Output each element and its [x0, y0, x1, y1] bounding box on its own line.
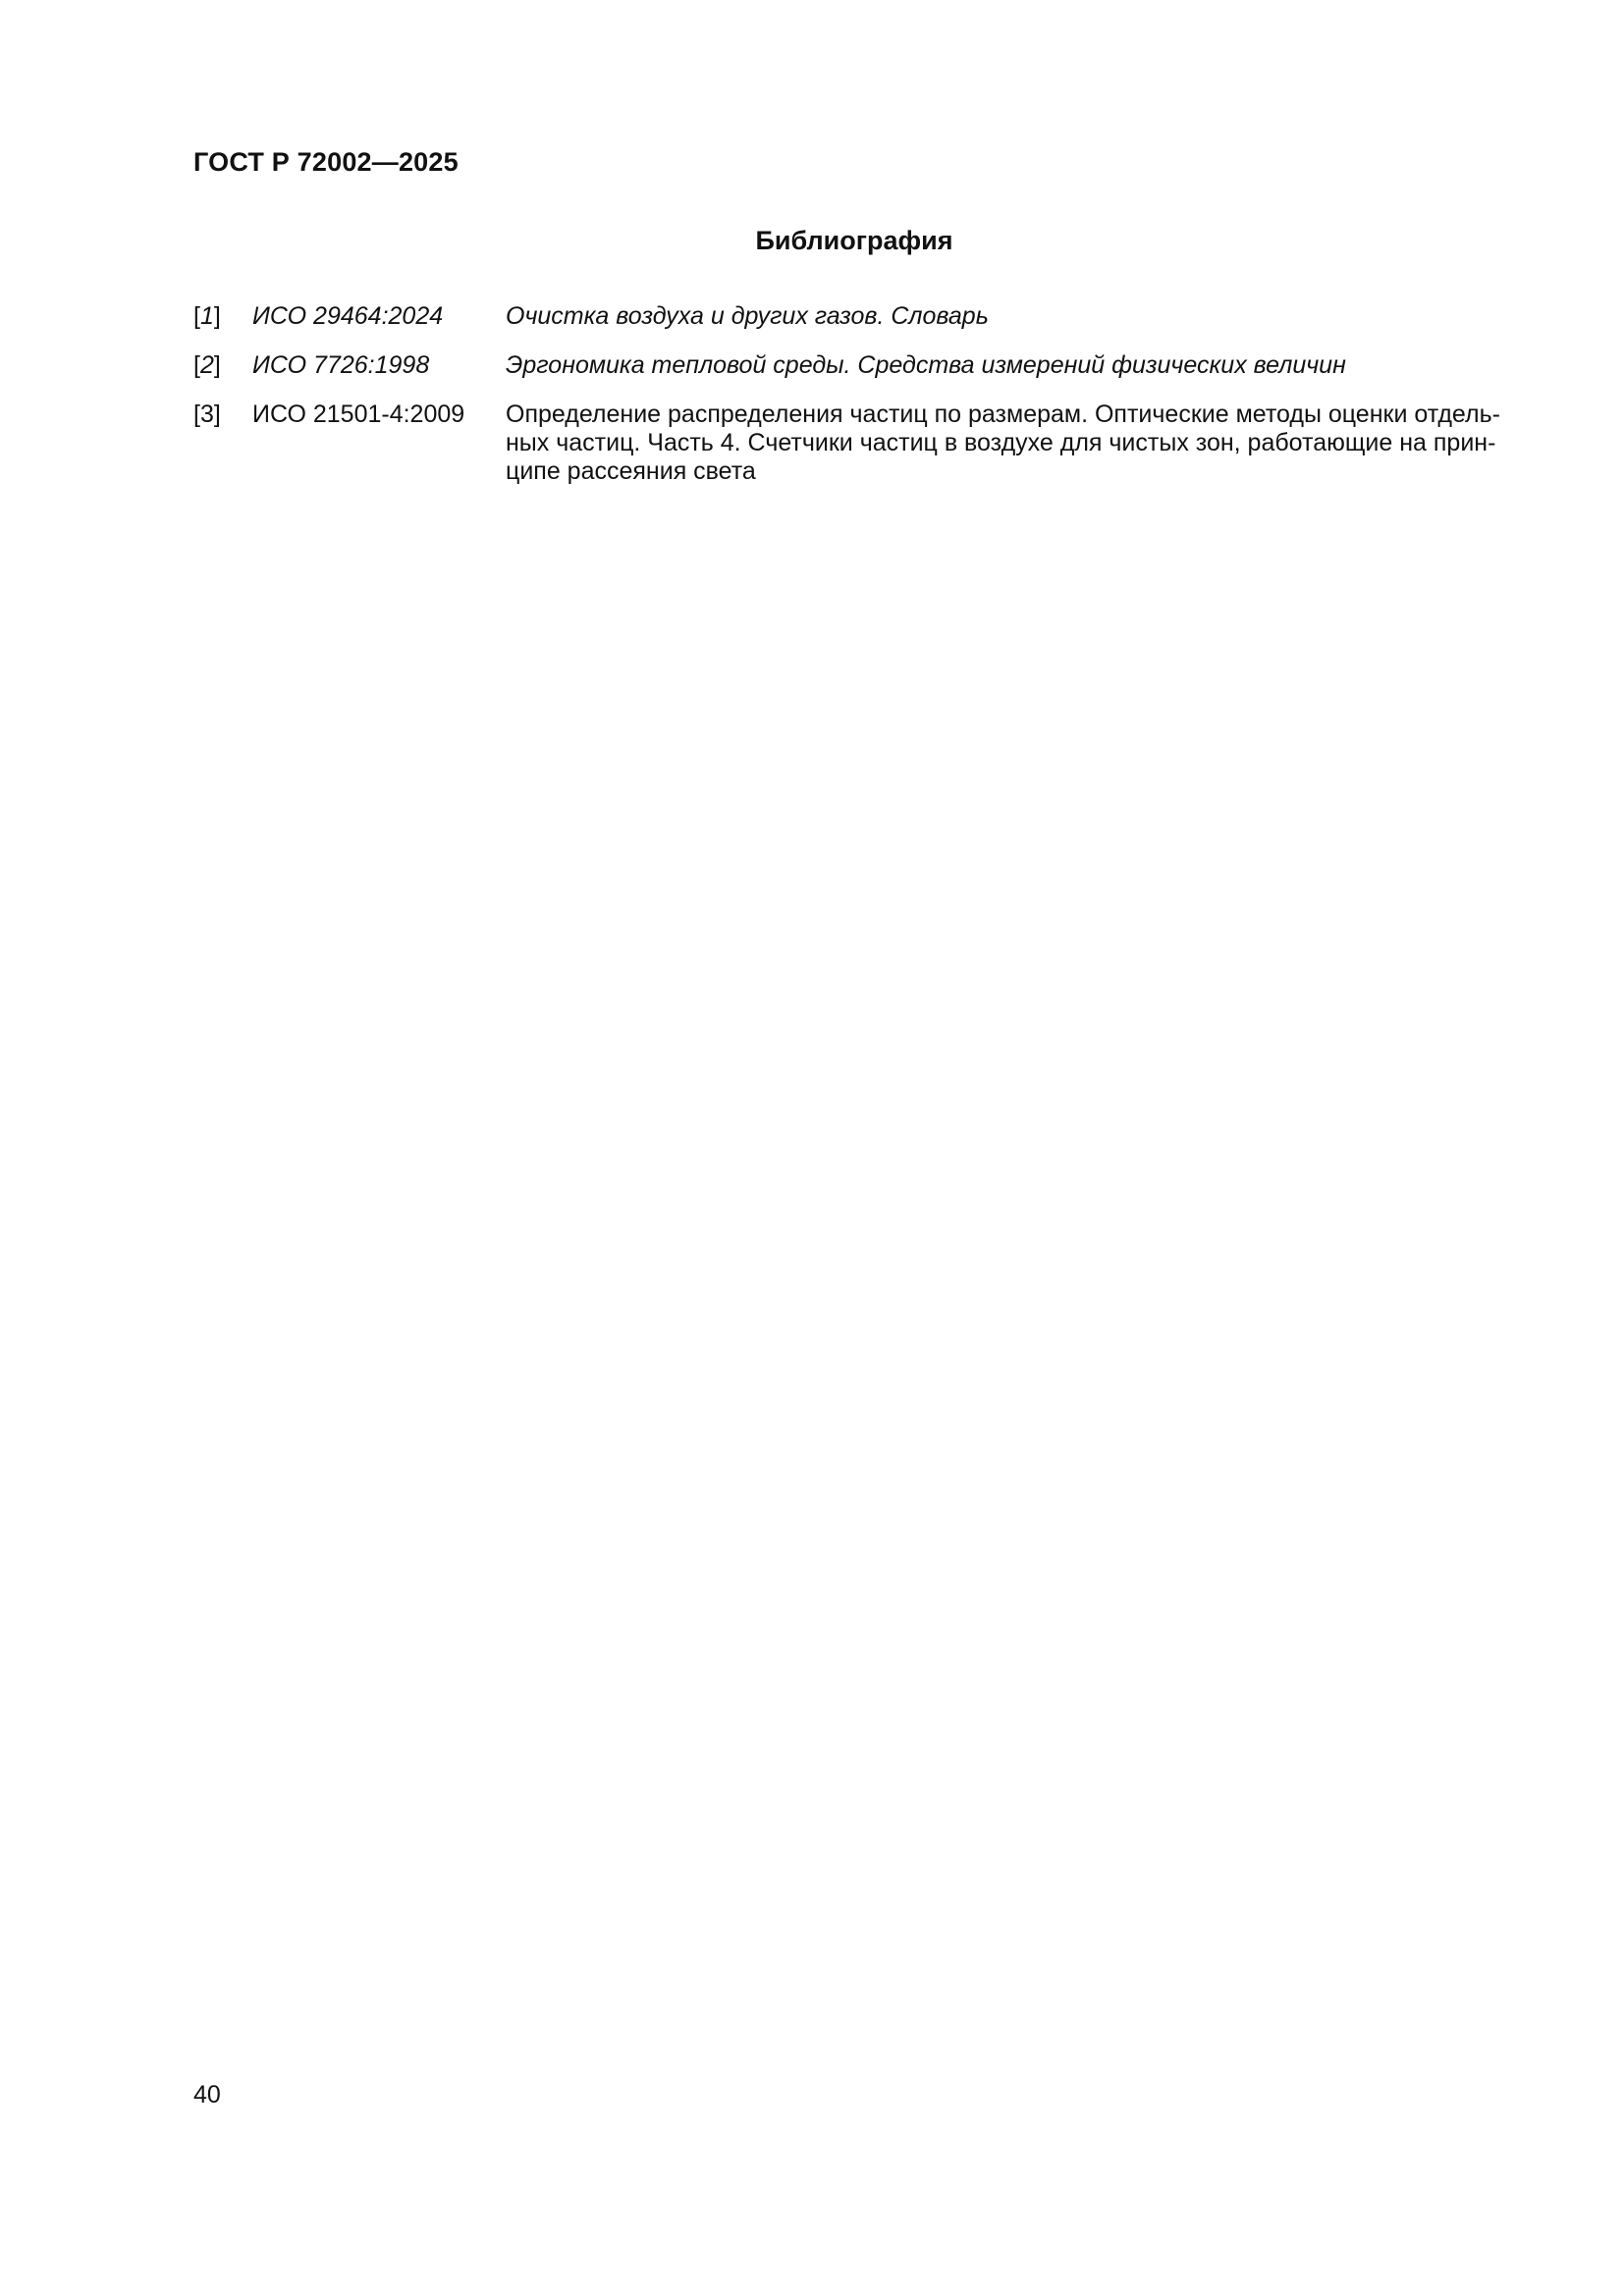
page-number: 40 [193, 2081, 221, 2109]
bibliography-heading: Библиография [755, 226, 953, 255]
bibliography-entry-3 [193, 400, 1515, 486]
bibliography-list [193, 302, 1515, 507]
bibliography-entry-2 [193, 351, 1515, 380]
entry-number [193, 400, 221, 429]
entry-standard-code: ИСО 7726:1998 [252, 351, 430, 379]
entry-number-value: 3 [199, 400, 214, 428]
entry-number [193, 351, 221, 380]
entry-title-line: ципе рассеяния света [506, 457, 756, 485]
entry-bracket-close: ] [213, 351, 221, 379]
entry-standard-code: ИСО 21501-4:2009 [252, 400, 465, 428]
document-code-header: ГОСТ Р 72002—2025 [193, 147, 459, 177]
entry-number [193, 302, 221, 331]
entry-title-line: ных частиц. Часть 4. Счетчики частиц в воздухе для чистых зон, работающие на прин- [506, 429, 1496, 456]
entry-title-line: Эргономика тепловой среды. Средства измерений физических величин [506, 351, 1346, 379]
entry-number-value: 2 [199, 351, 214, 379]
entry-bracket-open: [ [193, 302, 200, 330]
entry-bracket-close: ] [213, 302, 221, 330]
entry-number-value: 1 [199, 302, 214, 330]
entry-title-line: Очистка воздуха и других газов. Словарь [506, 302, 989, 330]
entry-bracket-open: [ [193, 400, 200, 428]
entry-bracket-open: [ [193, 351, 200, 379]
entry-bracket-close: ] [213, 400, 221, 428]
bibliography-entry-1 [193, 302, 1515, 331]
entry-title-line: Определение распределения частиц по размерам. Оптические методы оценки отдель- [506, 400, 1500, 428]
entry-standard-code: ИСО 29464:2024 [252, 302, 444, 330]
entry-title [506, 351, 1509, 380]
entry-title [506, 302, 1509, 331]
entry-title [506, 400, 1509, 486]
